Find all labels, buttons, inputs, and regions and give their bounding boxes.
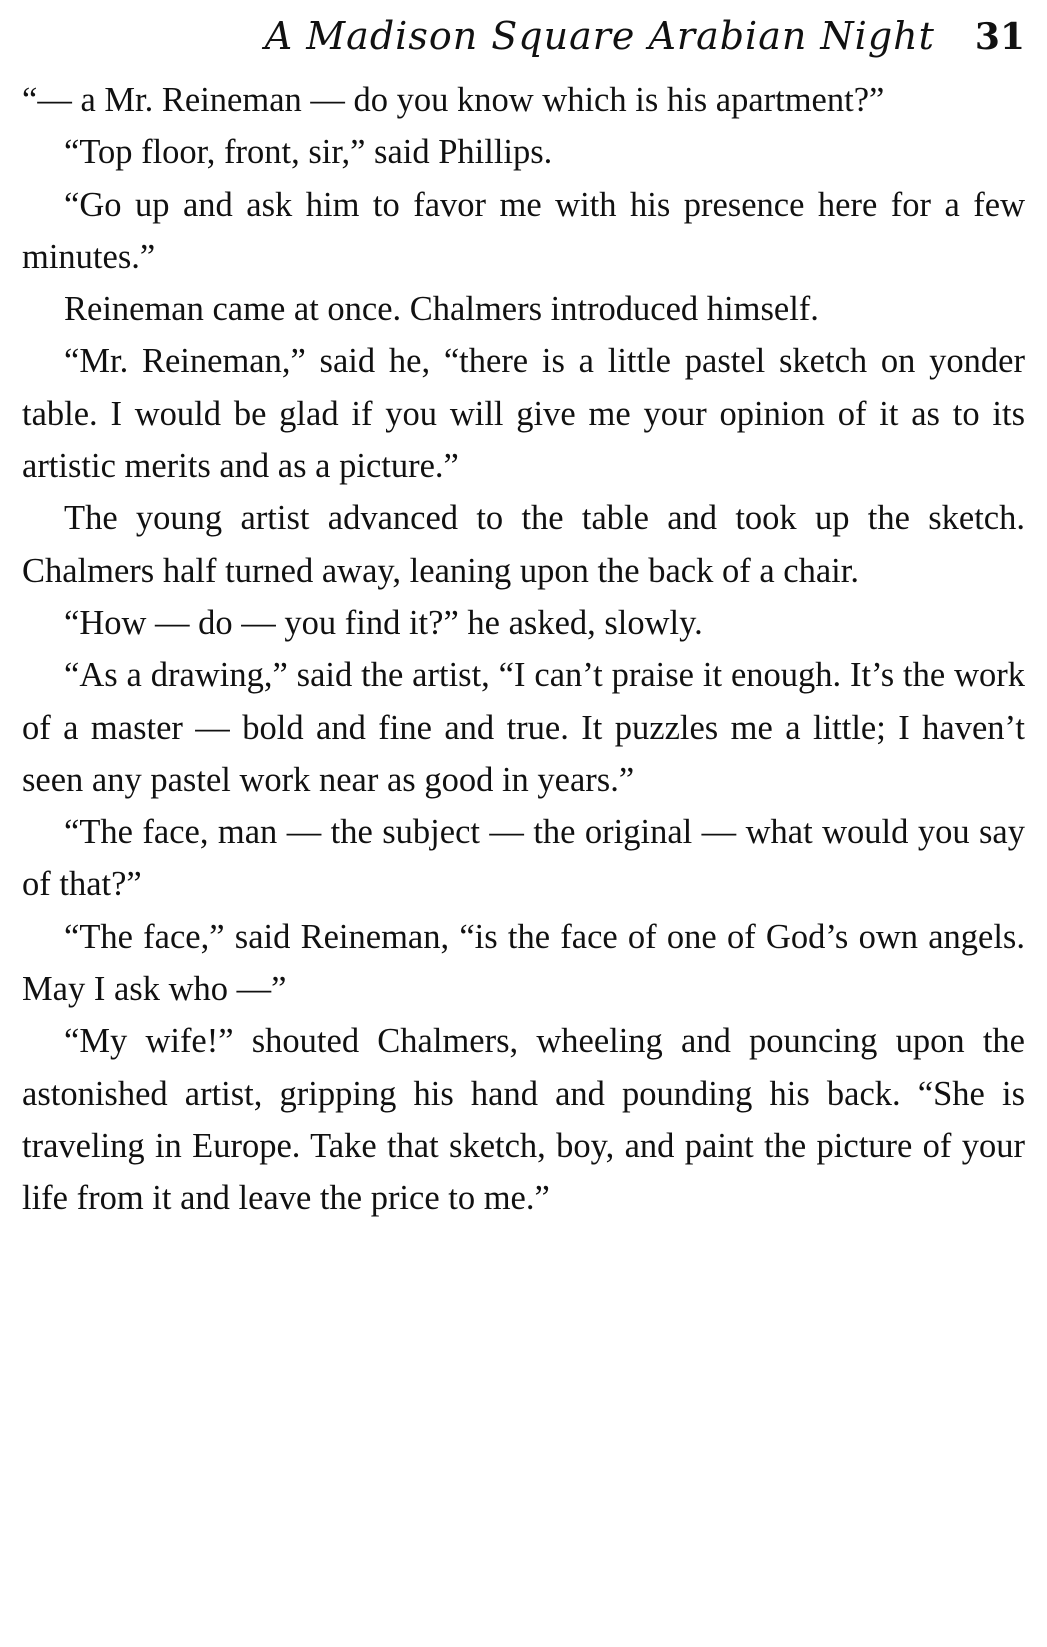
page-number: 31	[974, 16, 1025, 58]
paragraph-4: Reineman came at once. Chalmers introduced himself.	[64, 290, 819, 329]
paragraph-9: “The face, man — the subject — the original — what would you say of that?”	[22, 813, 1025, 904]
body-text	[22, 74, 1025, 1225]
book-page	[22, 14, 1025, 1225]
paragraph-10: “The face,” said Reineman, “is the face of one of God’s own angels. May I ask who —”	[22, 917, 1025, 1009]
paragraph-1: “— a Mr. Reineman — do you know which is his apartment?”	[22, 81, 885, 119]
paragraph-11: “My wife!” shouted Chalmers, wheeling and pouncing upon the astonished artist, gripping his hand and pounding his back. “She is traveling in Europe. Take that sketch, boy, and paint the picture of your life from it and leave the price to me.”	[22, 1022, 1025, 1218]
paragraph-6: The young artist advanced to the table and took up the sketch. Chalmers half turned away, leaning upon the back of a chair.	[22, 499, 1025, 590]
running-header	[22, 14, 1025, 74]
paragraph-8: “As a drawing,” said the artist, “I can’t praise it enough. It’s the work of a master — bold and fine and true. It puzzles me a little; I haven’t seen any pastel work near as good in years.”	[22, 656, 1025, 799]
paragraph-2: “Top floor, front, sir,” said Phillips.	[64, 133, 553, 172]
paragraph-5: “Mr. Reineman,” said he, “there is a little pastel sketch on yonder table. I would be glad if you will give me your opinion of it as to its artistic merits and as a picture.”	[22, 342, 1025, 486]
paragraph-3: “Go up and ask him to favor me with his presence here for a few minutes.”	[22, 185, 1025, 276]
paragraph-7: “How — do — you find it?” he asked, slowly.	[64, 603, 703, 642]
running-title: A Madison Square Arabian Night	[264, 14, 935, 58]
